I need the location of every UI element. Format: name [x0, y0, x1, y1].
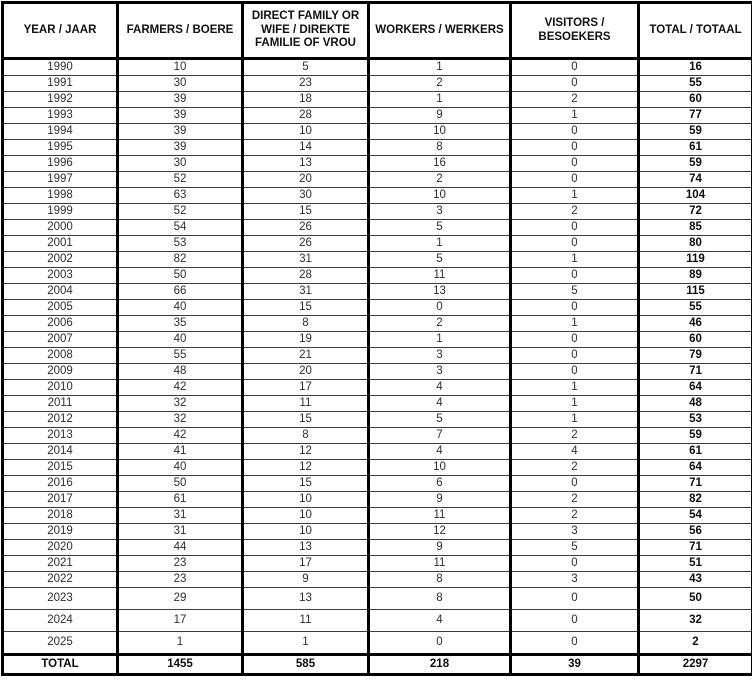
cell-visitors: 1	[511, 252, 639, 268]
cell-visitors: 0	[511, 332, 639, 348]
cell-workers: 2	[369, 316, 511, 332]
table-row	[3, 204, 752, 220]
cell-total: 64	[639, 460, 752, 476]
cell-farmers: 31	[118, 524, 243, 540]
column-header-farmers: FARMERS / BOERE	[118, 3, 243, 59]
cell-visitors: 1	[511, 380, 639, 396]
cell-visitors: 5	[511, 540, 639, 556]
cell-total: 48	[639, 396, 752, 412]
cell-workers: 1	[369, 92, 511, 108]
cell-year: 1992	[3, 92, 118, 108]
cell-total: 72	[639, 204, 752, 220]
cell-workers: 13	[369, 284, 511, 300]
cell-total: 71	[639, 476, 752, 492]
cell-year: 2019	[3, 524, 118, 540]
cell-year: 2012	[3, 412, 118, 428]
cell-visitors: 0	[511, 76, 639, 92]
table-row	[3, 412, 752, 428]
table-row	[3, 124, 752, 140]
table-body	[3, 59, 752, 655]
cell-visitors: 0	[511, 632, 639, 655]
table-row	[3, 476, 752, 492]
cell-family: 26	[243, 236, 369, 252]
cell-workers: 0	[369, 632, 511, 655]
attendance-table	[1, 1, 752, 676]
cell-family: 5	[243, 59, 369, 76]
cell-total: 80	[639, 236, 752, 252]
cell-total: 53	[639, 412, 752, 428]
cell-year: 2002	[3, 252, 118, 268]
cell-workers: 10	[369, 124, 511, 140]
cell-year: 1994	[3, 124, 118, 140]
cell-total: 59	[639, 428, 752, 444]
cell-year: 2001	[3, 236, 118, 252]
cell-workers: 9	[369, 492, 511, 508]
cell-workers: 6	[369, 476, 511, 492]
cell-workers: 8	[369, 140, 511, 156]
table-row	[3, 610, 752, 632]
table-row	[3, 156, 752, 172]
cell-visitors: 0	[511, 59, 639, 76]
cell-year: 2018	[3, 508, 118, 524]
table-row	[3, 508, 752, 524]
footer-cell-total: 2297	[639, 655, 752, 675]
table-row	[3, 188, 752, 204]
column-header-year: YEAR / JAAR	[3, 3, 118, 59]
cell-farmers: 66	[118, 284, 243, 300]
cell-workers: 5	[369, 220, 511, 236]
cell-family: 20	[243, 364, 369, 380]
cell-total: 74	[639, 172, 752, 188]
cell-family: 31	[243, 284, 369, 300]
cell-farmers: 32	[118, 396, 243, 412]
cell-total: 55	[639, 76, 752, 92]
cell-year: 2024	[3, 610, 118, 632]
table-row	[3, 444, 752, 460]
table-row	[3, 524, 752, 540]
cell-farmers: 50	[118, 268, 243, 284]
cell-farmers: 39	[118, 108, 243, 124]
cell-visitors: 1	[511, 412, 639, 428]
cell-workers: 4	[369, 396, 511, 412]
table-row	[3, 59, 752, 76]
cell-year: 2022	[3, 572, 118, 588]
column-header-total: TOTAL / TOTAAL	[639, 3, 752, 59]
cell-visitors: 0	[511, 610, 639, 632]
cell-workers: 10	[369, 460, 511, 476]
cell-farmers: 53	[118, 236, 243, 252]
cell-farmers: 31	[118, 508, 243, 524]
cell-total: 115	[639, 284, 752, 300]
cell-year: 1993	[3, 108, 118, 124]
cell-total: 85	[639, 220, 752, 236]
cell-family: 15	[243, 476, 369, 492]
cell-family: 10	[243, 508, 369, 524]
table-row	[3, 300, 752, 316]
cell-family: 15	[243, 412, 369, 428]
cell-total: 119	[639, 252, 752, 268]
cell-visitors: 2	[511, 492, 639, 508]
cell-total: 43	[639, 572, 752, 588]
cell-farmers: 23	[118, 572, 243, 588]
cell-year: 1995	[3, 140, 118, 156]
cell-year: 1997	[3, 172, 118, 188]
cell-family: 21	[243, 348, 369, 364]
cell-family: 28	[243, 108, 369, 124]
cell-visitors: 0	[511, 588, 639, 610]
cell-farmers: 52	[118, 172, 243, 188]
cell-total: 71	[639, 364, 752, 380]
cell-total: 59	[639, 124, 752, 140]
cell-total: 50	[639, 588, 752, 610]
cell-year: 1998	[3, 188, 118, 204]
table-row	[3, 348, 752, 364]
cell-total: 61	[639, 444, 752, 460]
cell-family: 28	[243, 268, 369, 284]
cell-visitors: 2	[511, 92, 639, 108]
table-row	[3, 632, 752, 655]
cell-workers: 9	[369, 540, 511, 556]
table-row	[3, 396, 752, 412]
cell-visitors: 1	[511, 396, 639, 412]
cell-family: 1	[243, 632, 369, 655]
cell-visitors: 0	[511, 364, 639, 380]
cell-visitors: 0	[511, 156, 639, 172]
cell-workers: 7	[369, 428, 511, 444]
cell-farmers: 48	[118, 364, 243, 380]
cell-farmers: 40	[118, 332, 243, 348]
cell-farmers: 50	[118, 476, 243, 492]
cell-year: 2007	[3, 332, 118, 348]
cell-workers: 16	[369, 156, 511, 172]
table-row	[3, 460, 752, 476]
cell-farmers: 39	[118, 124, 243, 140]
cell-year: 1990	[3, 59, 118, 76]
cell-family: 10	[243, 524, 369, 540]
cell-farmers: 1	[118, 632, 243, 655]
cell-year: 2000	[3, 220, 118, 236]
column-header-visitors: VISITORS / BESOEKERS	[511, 3, 639, 59]
cell-family: 17	[243, 556, 369, 572]
cell-farmers: 23	[118, 556, 243, 572]
cell-workers: 2	[369, 172, 511, 188]
cell-family: 14	[243, 140, 369, 156]
cell-family: 10	[243, 492, 369, 508]
cell-farmers: 10	[118, 59, 243, 76]
cell-year: 2010	[3, 380, 118, 396]
cell-workers: 10	[369, 188, 511, 204]
cell-family: 18	[243, 92, 369, 108]
cell-visitors: 1	[511, 316, 639, 332]
table-row	[3, 316, 752, 332]
cell-total: 60	[639, 332, 752, 348]
cell-visitors: 0	[511, 236, 639, 252]
cell-total: 60	[639, 92, 752, 108]
cell-farmers: 41	[118, 444, 243, 460]
cell-year: 1991	[3, 76, 118, 92]
cell-farmers: 39	[118, 92, 243, 108]
table-row	[3, 284, 752, 300]
cell-workers: 1	[369, 236, 511, 252]
cell-year: 2020	[3, 540, 118, 556]
cell-visitors: 2	[511, 204, 639, 220]
cell-total: 54	[639, 508, 752, 524]
cell-family: 15	[243, 300, 369, 316]
table-footer	[3, 655, 752, 675]
table-row	[3, 172, 752, 188]
table-row	[3, 380, 752, 396]
cell-family: 11	[243, 610, 369, 632]
cell-farmers: 61	[118, 492, 243, 508]
cell-visitors: 2	[511, 508, 639, 524]
table-row	[3, 220, 752, 236]
table-row	[3, 428, 752, 444]
table-row	[3, 588, 752, 610]
cell-farmers: 17	[118, 610, 243, 632]
cell-farmers: 55	[118, 348, 243, 364]
cell-total: 51	[639, 556, 752, 572]
cell-visitors: 0	[511, 140, 639, 156]
cell-family: 15	[243, 204, 369, 220]
table-row	[3, 108, 752, 124]
cell-farmers: 30	[118, 76, 243, 92]
cell-farmers: 40	[118, 460, 243, 476]
cell-workers: 3	[369, 348, 511, 364]
cell-family: 30	[243, 188, 369, 204]
cell-family: 31	[243, 252, 369, 268]
cell-year: 2004	[3, 284, 118, 300]
cell-workers: 5	[369, 252, 511, 268]
cell-workers: 5	[369, 412, 511, 428]
cell-total: 55	[639, 300, 752, 316]
cell-workers: 12	[369, 524, 511, 540]
cell-total: 59	[639, 156, 752, 172]
table-row	[3, 332, 752, 348]
cell-visitors: 0	[511, 172, 639, 188]
table-row	[3, 92, 752, 108]
cell-farmers: 52	[118, 204, 243, 220]
cell-total: 2	[639, 632, 752, 655]
cell-total: 82	[639, 492, 752, 508]
cell-farmers: 82	[118, 252, 243, 268]
footer-cell-visitors: 39	[511, 655, 639, 675]
cell-family: 13	[243, 588, 369, 610]
cell-workers: 4	[369, 444, 511, 460]
cell-visitors: 2	[511, 428, 639, 444]
cell-family: 8	[243, 316, 369, 332]
cell-year: 2014	[3, 444, 118, 460]
cell-farmers: 39	[118, 140, 243, 156]
cell-family: 13	[243, 540, 369, 556]
cell-year: 2009	[3, 364, 118, 380]
cell-year: 1996	[3, 156, 118, 172]
cell-farmers: 42	[118, 428, 243, 444]
cell-family: 17	[243, 380, 369, 396]
table-row	[3, 76, 752, 92]
cell-total: 71	[639, 540, 752, 556]
cell-workers: 1	[369, 332, 511, 348]
cell-workers: 11	[369, 508, 511, 524]
cell-year: 2006	[3, 316, 118, 332]
cell-family: 12	[243, 444, 369, 460]
cell-year: 2023	[3, 588, 118, 610]
cell-year: 2015	[3, 460, 118, 476]
cell-family: 23	[243, 76, 369, 92]
cell-total: 77	[639, 108, 752, 124]
table-row	[3, 236, 752, 252]
table-row	[3, 364, 752, 380]
cell-visitors: 0	[511, 124, 639, 140]
table-row	[3, 540, 752, 556]
cell-visitors: 0	[511, 348, 639, 364]
cell-year: 2021	[3, 556, 118, 572]
cell-workers: 3	[369, 204, 511, 220]
table-row	[3, 572, 752, 588]
cell-family: 13	[243, 156, 369, 172]
cell-family: 11	[243, 396, 369, 412]
cell-farmers: 32	[118, 412, 243, 428]
cell-year: 2008	[3, 348, 118, 364]
cell-farmers: 35	[118, 316, 243, 332]
cell-year: 2013	[3, 428, 118, 444]
cell-visitors: 1	[511, 188, 639, 204]
cell-visitors: 0	[511, 556, 639, 572]
cell-year: 1999	[3, 204, 118, 220]
footer-cell-year: TOTAL	[3, 655, 118, 675]
cell-total: 46	[639, 316, 752, 332]
cell-farmers: 30	[118, 156, 243, 172]
cell-visitors: 4	[511, 444, 639, 460]
cell-total: 104	[639, 188, 752, 204]
cell-year: 2011	[3, 396, 118, 412]
cell-total: 89	[639, 268, 752, 284]
cell-visitors: 0	[511, 220, 639, 236]
cell-workers: 2	[369, 76, 511, 92]
column-header-family: DIRECT FAMILY OR WIFE / DIREKTE FAMILIE OF VROU	[243, 3, 369, 59]
cell-workers: 4	[369, 380, 511, 396]
cell-workers: 4	[369, 610, 511, 632]
column-header-workers: WORKERS / WERKERS	[369, 3, 511, 59]
cell-family: 26	[243, 220, 369, 236]
cell-workers: 9	[369, 108, 511, 124]
cell-workers: 0	[369, 300, 511, 316]
total-row	[3, 655, 752, 675]
cell-year: 2003	[3, 268, 118, 284]
cell-total: 61	[639, 140, 752, 156]
footer-cell-family: 585	[243, 655, 369, 675]
cell-family: 8	[243, 428, 369, 444]
cell-total: 16	[639, 59, 752, 76]
cell-year: 2017	[3, 492, 118, 508]
cell-workers: 3	[369, 364, 511, 380]
footer-cell-farmers: 1455	[118, 655, 243, 675]
cell-farmers: 44	[118, 540, 243, 556]
cell-family: 20	[243, 172, 369, 188]
cell-total: 79	[639, 348, 752, 364]
table-header	[3, 3, 752, 59]
cell-farmers: 29	[118, 588, 243, 610]
table-row	[3, 252, 752, 268]
cell-farmers: 42	[118, 380, 243, 396]
table-row	[3, 556, 752, 572]
cell-visitors: 3	[511, 524, 639, 540]
cell-farmers: 54	[118, 220, 243, 236]
cell-workers: 11	[369, 268, 511, 284]
table-row	[3, 492, 752, 508]
cell-workers: 1	[369, 59, 511, 76]
cell-visitors: 1	[511, 108, 639, 124]
cell-farmers: 40	[118, 300, 243, 316]
cell-total: 56	[639, 524, 752, 540]
cell-family: 10	[243, 124, 369, 140]
cell-year: 2005	[3, 300, 118, 316]
cell-workers: 8	[369, 572, 511, 588]
cell-visitors: 5	[511, 284, 639, 300]
cell-family: 19	[243, 332, 369, 348]
cell-visitors: 0	[511, 300, 639, 316]
cell-visitors: 0	[511, 268, 639, 284]
cell-workers: 11	[369, 556, 511, 572]
cell-farmers: 63	[118, 188, 243, 204]
footer-cell-workers: 218	[369, 655, 511, 675]
table-row	[3, 140, 752, 156]
header-row	[3, 3, 752, 59]
cell-year: 2025	[3, 632, 118, 655]
cell-family: 12	[243, 460, 369, 476]
cell-total: 32	[639, 610, 752, 632]
attendance-table-sheet	[1, 1, 751, 676]
table-row	[3, 268, 752, 284]
cell-year: 2016	[3, 476, 118, 492]
cell-visitors: 0	[511, 476, 639, 492]
cell-visitors: 3	[511, 572, 639, 588]
cell-workers: 8	[369, 588, 511, 610]
cell-family: 9	[243, 572, 369, 588]
cell-total: 64	[639, 380, 752, 396]
cell-visitors: 2	[511, 460, 639, 476]
